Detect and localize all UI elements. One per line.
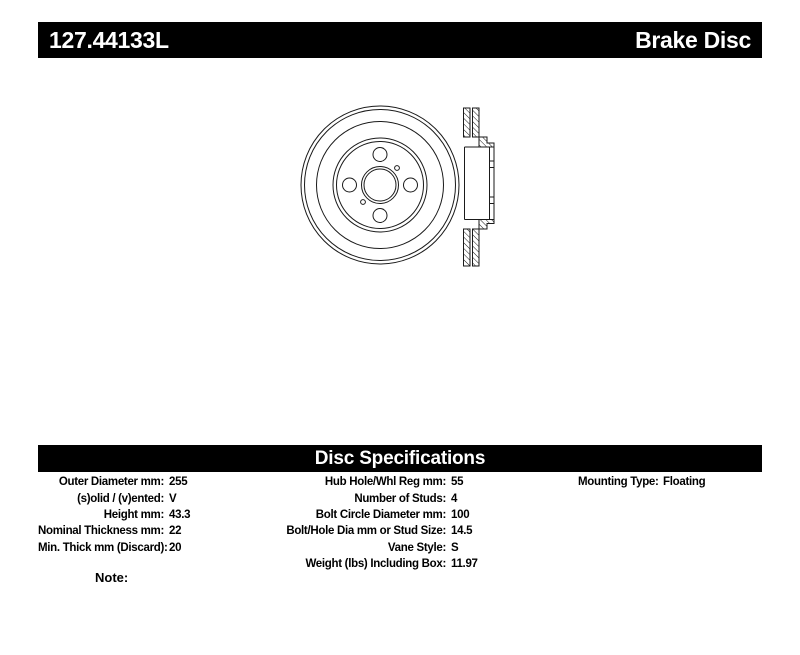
stud-holes <box>343 148 418 223</box>
spec-column-left <box>38 474 190 556</box>
spec-value: 22 <box>169 525 182 538</box>
spec-label: Bolt/Hole Dia mm or Stud Size: <box>286 525 446 538</box>
center-hole-outer-circle <box>362 167 399 204</box>
spec-value: 4 <box>451 492 458 505</box>
spec-value: 43.3 <box>169 508 191 521</box>
stud-hole-right <box>404 178 418 192</box>
spec-value: 255 <box>169 476 188 489</box>
spec-label: Bolt Circle Diameter mm: <box>315 508 446 521</box>
stud-hole-bottom <box>373 209 387 223</box>
spec-label: Number of Studs: <box>354 492 446 505</box>
spec-value: S <box>451 541 459 554</box>
brake-disc-technical-drawing <box>288 95 508 275</box>
disc-cross-section-view <box>464 108 495 266</box>
spec-row-hub-hole <box>284 474 478 490</box>
spec-row-number-of-studs <box>284 490 478 506</box>
spec-row-bolt-circle-diameter <box>284 507 478 523</box>
spec-value: 100 <box>451 508 470 521</box>
center-hole-inner-circle <box>364 169 396 201</box>
section-bottom-step <box>479 220 494 230</box>
spec-label: Hub Hole/Whl Reg mm: <box>324 476 446 489</box>
set-screw-hole-upper-right <box>395 166 400 171</box>
spec-row-outer-diameter <box>38 474 190 490</box>
set-screw-holes <box>361 166 400 205</box>
spec-section-title-bar <box>38 445 762 472</box>
spec-value: Floating <box>663 476 706 489</box>
spec-label: Nominal Thickness mm: <box>38 525 164 538</box>
spec-row-weight <box>284 556 478 572</box>
outer-diameter-circle <box>301 106 459 264</box>
section-top-plate-right <box>473 108 480 137</box>
section-bottom-plate-right <box>473 229 480 266</box>
section-top-plate-left <box>464 108 471 137</box>
spec-row-nominal-thickness <box>38 523 190 539</box>
spec-label: Weight (lbs) Including Box: <box>305 558 446 571</box>
section-top-step <box>479 137 494 147</box>
stud-hole-top <box>373 148 387 162</box>
spec-column-middle <box>284 474 478 572</box>
spec-label: Height mm: <box>103 508 164 521</box>
spec-value: 55 <box>451 476 464 489</box>
section-hat-profile <box>465 143 495 224</box>
spec-table <box>38 474 762 574</box>
spec-row-mounting-type <box>578 474 705 490</box>
spec-value: 20 <box>169 541 182 554</box>
spec-row-vane-style <box>284 540 478 556</box>
spec-label: Outer Diameter mm: <box>58 476 164 489</box>
spec-value: V <box>169 492 177 505</box>
spec-row-solid-vented <box>38 490 190 506</box>
part-number: 127.44133L <box>49 26 169 53</box>
spec-row-min-thickness <box>38 540 190 556</box>
spec-label: (s)olid / (v)ented: <box>77 492 164 505</box>
spec-value: 11.97 <box>451 558 478 571</box>
spec-label: Mounting Type: <box>578 476 659 489</box>
note-label: Note: <box>95 570 129 585</box>
set-screw-hole-lower-left <box>361 200 366 205</box>
stud-hole-left <box>343 178 357 192</box>
section-bottom-plate-left <box>464 229 471 266</box>
spec-row-bolt-hole-dia <box>284 523 478 539</box>
disc-front-view <box>301 106 459 264</box>
header-bar <box>38 22 762 58</box>
spec-row-height <box>38 507 190 523</box>
spec-value: 14.5 <box>451 525 473 538</box>
friction-surface-inner-circle <box>317 122 444 249</box>
spec-label: Vane Style: <box>387 541 446 554</box>
spec-label: Min. Thick mm (Discard): <box>38 541 168 554</box>
spec-column-right <box>578 474 705 490</box>
outer-chamfer-circle <box>305 110 456 261</box>
hub-ring-outer-circle <box>333 138 427 232</box>
hub-ring-inner-circle <box>337 142 424 229</box>
product-type-title: Brake Disc <box>635 26 751 53</box>
spec-section-title: Disc Specifications <box>314 447 486 469</box>
